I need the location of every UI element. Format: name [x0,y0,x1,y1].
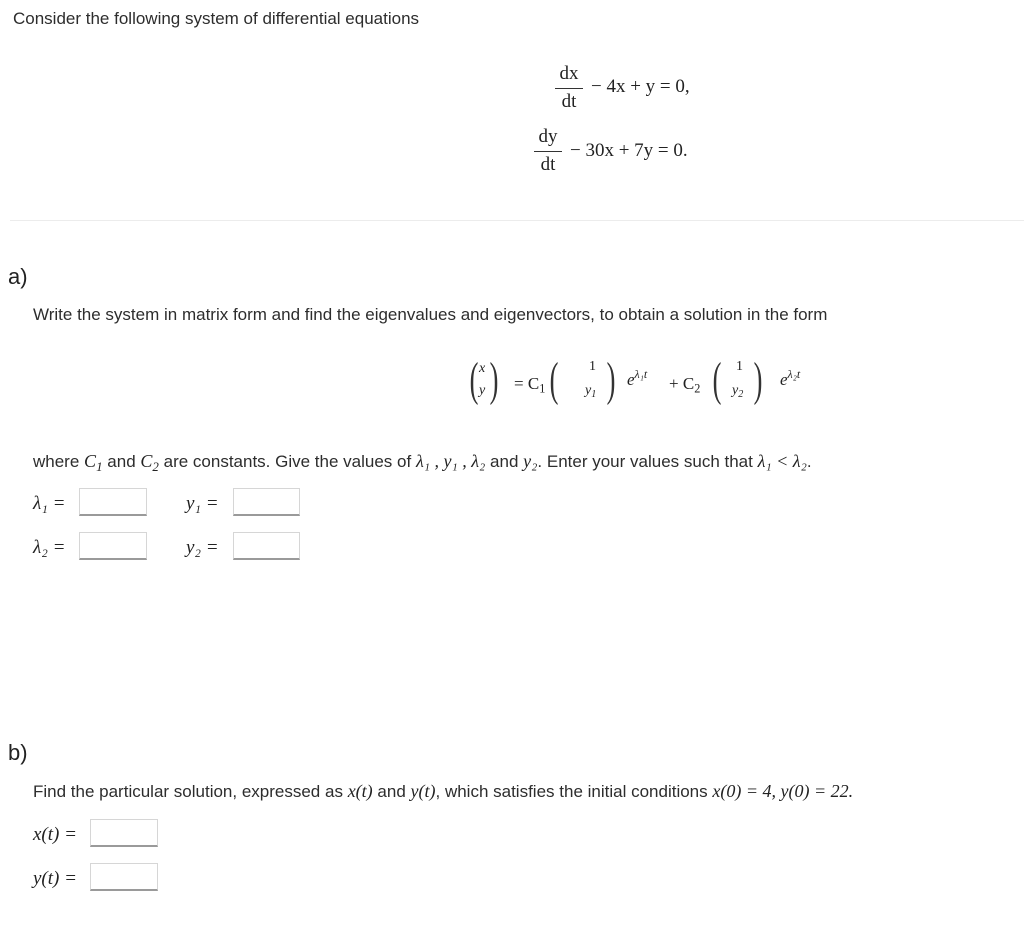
part-a-label: a) [8,264,28,289]
where-c1: $C_1$ [84,451,103,474]
eq1-rest: − 4x + y = 0, [591,76,690,97]
xt-label: x(t) = [33,824,77,845]
eq2-derivative [534,126,562,176]
v1-right-paren: ) [606,353,616,406]
eq1-derivative [555,63,583,113]
lhs-left-paren: ( [469,353,479,406]
eq-c1: = $C_1$ [514,374,546,396]
v2-right-paren: ) [753,353,763,406]
plus-c2: + $C_2$ [669,374,701,396]
v2-bottom: $y_2$ [732,383,744,401]
eq2-numerator: dy [538,126,558,147]
yt-input[interactable] [90,863,158,891]
xt-input[interactable] [90,819,158,847]
where-sentence [33,451,812,472]
eq1-denominator: dt [561,91,577,112]
eq1-fraction-bar [555,88,583,89]
intro-text: Consider the following system of differential equations [13,9,420,28]
lhs-x: x [479,361,486,376]
lambda1-input[interactable] [79,488,147,516]
v1-bottom: $y_1$ [585,383,597,401]
v1-top: 1 [589,359,596,374]
v2-top: 1 [736,359,743,374]
exp2: $e^{\lambda_2t}$ [780,366,801,389]
eq2-denominator: dt [540,154,556,175]
yt-label: y(t) = [33,868,77,889]
part-b-and: and [377,782,406,801]
part-a-question: Write the system in matrix form and find the eigenvalues and eigenvectors, to obtain a solution in the form [33,305,828,324]
initial-conditions: x(0) = 4, y(0) = 22. [712,781,854,801]
section-divider [10,220,1024,221]
lambda2-input[interactable] [79,532,147,560]
where-text: are constants. Give the values of [163,452,412,471]
where-end: . [806,452,812,471]
v1-left-paren: ( [549,353,559,406]
where-text2: . Enter your values such that [537,452,753,471]
eq2-rest: − 30x + 7y = 0. [570,140,688,161]
part-b-question-mid: , which satisfies the initial conditions [435,782,708,801]
where-list: λ₁ , y₁ , λ₂ [415,451,486,471]
lhs-y: y [479,383,486,398]
part-b-yt: y(t) [410,781,436,801]
y2-label: y₂ = [186,537,219,558]
exp1: $e^{\lambda_1t}$ [627,366,648,389]
lhs-right-paren: ) [489,353,499,406]
where-inequality: λ₁ < λ₂ [757,451,807,471]
y2-input[interactable] [233,532,300,560]
part-b-xt: x(t) [347,781,373,801]
where-and2: and [490,452,519,471]
eq1-numerator: dx [559,63,579,84]
where-prefix: where [33,452,80,471]
part-b-question-prefix: Find the particular solution, expressed as [33,782,343,801]
part-b-question [33,781,853,802]
lambda1-label: λ₁ = [33,493,66,514]
y1-input[interactable] [233,488,300,516]
v2-left-paren: ( [712,353,722,406]
y1-label: y₁ = [186,493,219,514]
lambda2-label: λ₂ = [33,537,66,558]
part-b-label: b) [8,740,28,765]
where-and: and [107,452,136,471]
solution-form [469,352,892,422]
where-y2: y₂ [523,451,538,471]
eq2-fraction-bar [534,151,562,152]
where-c2: $C_2$ [140,451,159,474]
